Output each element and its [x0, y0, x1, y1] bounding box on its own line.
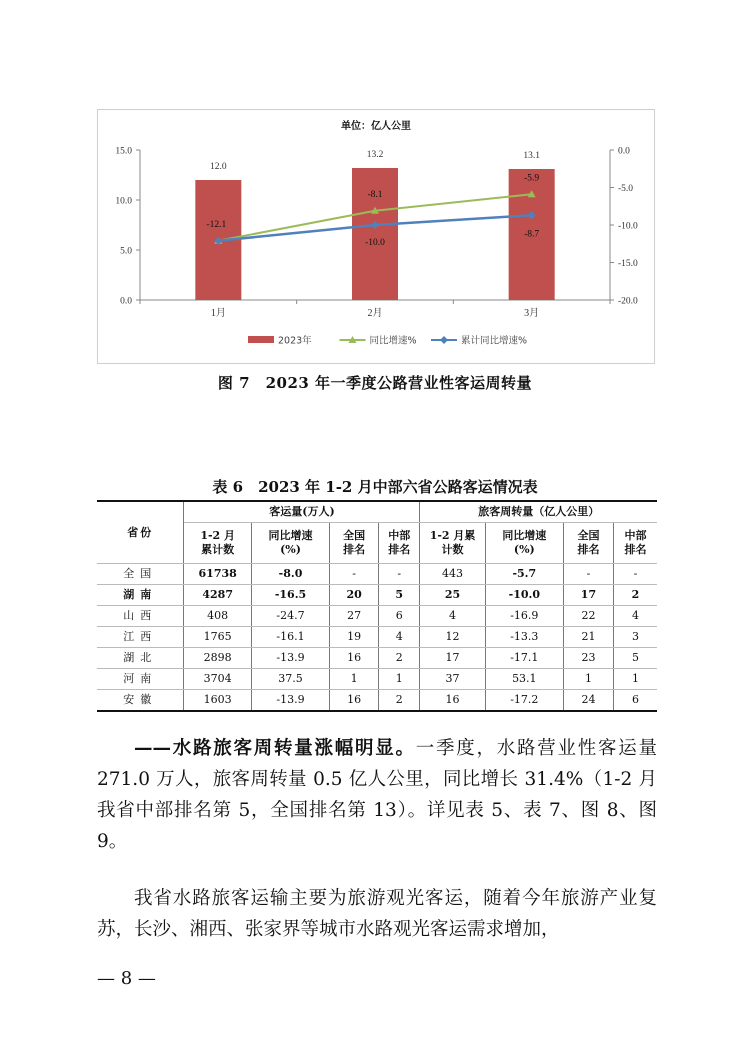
province-cell: 河南 [97, 669, 184, 690]
header-passenger-volume: 客运量(万人) [184, 501, 420, 523]
table-cell: 3 [613, 627, 657, 648]
province-cell: 江西 [97, 627, 184, 648]
table-cell: 53.1 [485, 669, 563, 690]
table-cell: -24.7 [251, 606, 329, 627]
table-cell: 23 [563, 648, 613, 669]
table-row [97, 648, 657, 669]
sub-header-line: 全国 [577, 529, 600, 542]
sub-header [379, 523, 420, 564]
header-passenger-turnover: 旅客周转量（亿人公里） [420, 501, 657, 523]
sub-header [613, 523, 657, 564]
sub-header-line: 计数 [441, 543, 464, 556]
table-cell: 4 [613, 606, 657, 627]
sub-header-line: 1-2 月累 [429, 529, 476, 542]
sub-header-line: (%) [513, 543, 535, 556]
sub-header-line: 中部 [388, 529, 411, 542]
sub-header-line: 1-2 月 [200, 529, 236, 542]
sub-header-line: 排名 [624, 543, 647, 556]
table-cell: -16.9 [485, 606, 563, 627]
table-cell: 16 [330, 648, 379, 669]
table-cell: - [379, 564, 420, 585]
sub-header-line: 排名 [577, 543, 600, 556]
table-cell: 1 [330, 669, 379, 690]
sub-header-line: 同比增速 [502, 529, 547, 542]
table-cell: 4 [420, 606, 485, 627]
table-cell: 1 [379, 669, 420, 690]
table-cell: 61738 [184, 564, 251, 585]
table-cell: 16 [330, 690, 379, 712]
table-cell: 27 [330, 606, 379, 627]
province-cell: 安徽 [97, 690, 184, 712]
right-tick-label: -10.0 [618, 221, 638, 232]
province-passenger-table [97, 500, 657, 712]
sub-header-line: 同比增速 [268, 529, 313, 542]
x-tick-label: 3月 [524, 308, 540, 319]
table-cell: -13.9 [251, 648, 329, 669]
bar-line-chart [98, 110, 654, 363]
province-cell: 全国 [97, 564, 184, 585]
sub-header [184, 523, 251, 564]
table-cell: 1603 [184, 690, 251, 712]
legend-label: 累计同比增速% [461, 335, 528, 347]
table-cell: 2 [613, 585, 657, 606]
header-province: 省份 [97, 501, 184, 564]
paragraph-waterway [97, 733, 657, 857]
right-tick-label: 0.0 [618, 146, 630, 157]
table-cell: 22 [563, 606, 613, 627]
table-cell: 16 [420, 690, 485, 712]
table-cell: 1765 [184, 627, 251, 648]
right-tick-label: -15.0 [618, 259, 638, 269]
table-cell: 5 [613, 648, 657, 669]
province-cell: 湖南 [97, 585, 184, 606]
legend-label: 2023年 [278, 335, 312, 347]
sub-header-line: (%) [280, 543, 301, 556]
sub-header [330, 523, 379, 564]
table-cell: -16.1 [251, 627, 329, 648]
line-value-label: -10.0 [365, 238, 385, 248]
table-cell: 3704 [184, 669, 251, 690]
table-cell: -13.3 [485, 627, 563, 648]
line-value-label: -5.9 [524, 173, 540, 184]
left-tick-label: 0.0 [120, 296, 132, 307]
table-cell: 37.5 [251, 669, 329, 690]
legend-label: 同比增速% [369, 335, 417, 347]
paragraph-lead: ——水路旅客周转量涨幅明显。 [134, 738, 416, 759]
sub-header-line: 中部 [624, 529, 647, 542]
table-cell: 37 [420, 669, 485, 690]
province-cell: 湖北 [97, 648, 184, 669]
table-cell: 21 [563, 627, 613, 648]
left-tick-label: 5.0 [120, 246, 132, 257]
table-cell: 443 [420, 564, 485, 585]
table-title: 表 6 2023 年 1-2 月中部六省公路客运情况表 [212, 478, 538, 496]
table-cell: 19 [330, 627, 379, 648]
table-cell: 2898 [184, 648, 251, 669]
table-cell: -10.0 [485, 585, 563, 606]
table-cell: 4 [379, 627, 420, 648]
table-row [97, 690, 657, 712]
sub-header [251, 523, 329, 564]
table-cell: -5.7 [485, 564, 563, 585]
paragraph-tourism: 我省水路旅客运输主要为旅游观光客运，随着今年旅游产业复苏，长沙、湘西、张家界等城市水路观光客运需求增加， [97, 888, 657, 940]
left-tick-label: 15.0 [115, 146, 132, 157]
sub-header [563, 523, 613, 564]
legend-swatch-bar [248, 336, 274, 343]
bar-value-label: 13.1 [523, 151, 540, 161]
table-cell: 2 [379, 690, 420, 712]
x-tick-label: 2月 [367, 308, 383, 319]
legend-marker-diamond [440, 336, 448, 344]
table-cell: 6 [379, 606, 420, 627]
paragraph-body: 一季度，水路营业性客运量 271.0 万人，旅客周转量 0.5 亿人公里，同比增长 31.4%（1-2 月我省中部排名第 5，全国排名第 13）。详见表 5、表 7、图 8、图 9。 [97, 738, 657, 852]
sub-header-line: 全国 [343, 529, 366, 542]
table-row [97, 627, 657, 648]
table-cell: 25 [420, 585, 485, 606]
sub-header-line: 累计数 [201, 543, 235, 556]
table-cell: - [563, 564, 613, 585]
x-tick-label: 1月 [210, 308, 226, 319]
table-cell: -17.2 [485, 690, 563, 712]
table-cell: 408 [184, 606, 251, 627]
table-row [97, 585, 657, 606]
table-cell: 20 [330, 585, 379, 606]
sub-header [485, 523, 563, 564]
province-cell: 山西 [97, 606, 184, 627]
table-cell: 12 [420, 627, 485, 648]
chart-title: 单位：亿人公里 [341, 121, 411, 132]
table-cell: 4287 [184, 585, 251, 606]
table-cell: 6 [613, 690, 657, 712]
table-row [97, 564, 657, 585]
table-cell: 1 [563, 669, 613, 690]
table-cell: - [613, 564, 657, 585]
bar-value-label: 12.0 [210, 162, 227, 172]
sub-header-line: 排名 [343, 543, 366, 556]
right-tick-label: -20.0 [618, 296, 638, 307]
table-cell: 17 [420, 648, 485, 669]
table-cell: -17.1 [485, 648, 563, 669]
table-cell: -16.5 [251, 585, 329, 606]
table-cell: 1 [613, 669, 657, 690]
page-number: — 8 — [97, 968, 156, 989]
line-value-label: -8.7 [524, 229, 540, 240]
sub-header-line: 排名 [388, 543, 411, 556]
table-row [97, 606, 657, 627]
sub-header [420, 523, 485, 564]
left-tick-label: 10.0 [115, 196, 132, 207]
bar [352, 168, 398, 300]
table-cell: 5 [379, 585, 420, 606]
table-cell: -13.9 [251, 690, 329, 712]
right-tick-label: -5.0 [618, 184, 634, 194]
table-cell: 17 [563, 585, 613, 606]
table-row [97, 669, 657, 690]
figure-caption: 图 7 2023 年一季度公路营业性客运周转量 [217, 374, 533, 392]
table-cell: 2 [379, 648, 420, 669]
table-cell: 24 [563, 690, 613, 712]
line-value-label: -12.1 [206, 219, 227, 230]
bar-value-label: 13.2 [366, 150, 384, 160]
line-value-label: -8.1 [367, 189, 383, 200]
chart-container [97, 109, 655, 364]
table-cell: - [330, 564, 379, 585]
table-cell: -8.0 [251, 564, 329, 585]
